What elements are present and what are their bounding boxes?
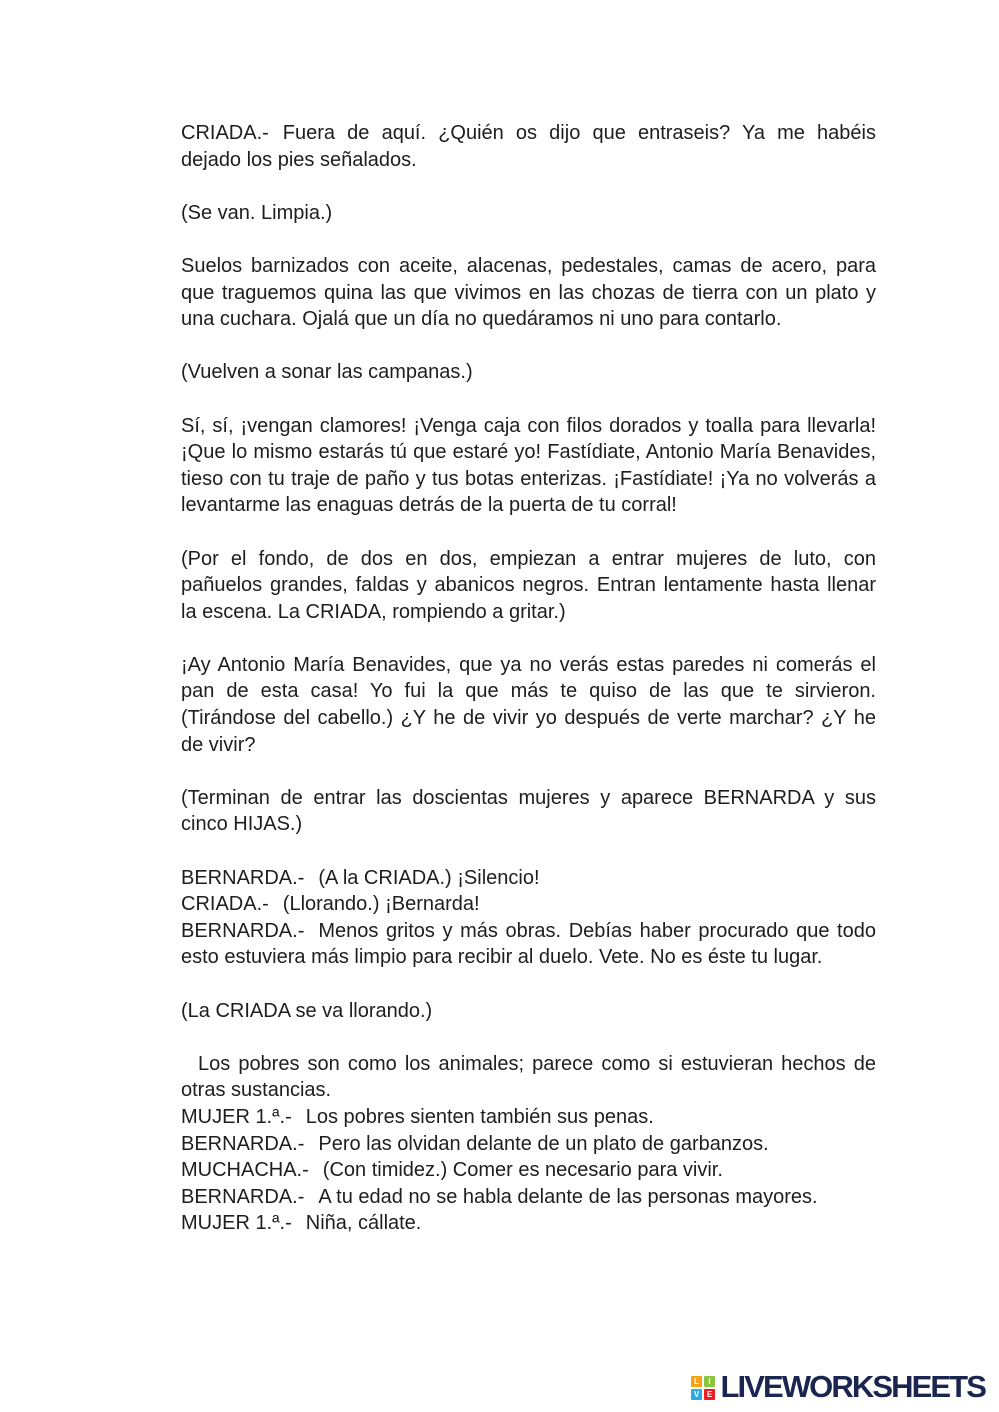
text-line: tieso con tu traje de paño y tus botas enterizas. ¡Fastídiate! ¡Ya no volverás a <box>181 467 876 490</box>
text-line: una cuchara. Ojalá que un día no quedáramos ni uno para contarlo. <box>181 308 782 331</box>
text-line: Sí, sí, ¡vengan clamores! ¡Venga caja con filos dorados y toalla para llevarla! <box>181 414 876 437</box>
stage-direction <box>181 546 876 626</box>
speech-text: A tu edad no se habla delante de las personas mayores. <box>318 1185 818 1208</box>
speaker-name: MUJER 1.ª.- <box>181 1105 292 1128</box>
dialogue-line <box>181 1210 876 1237</box>
text-line: (La CRIADA se va llorando.) <box>181 999 433 1022</box>
text-line: (Por el fondo, de dos en dos, empiezan a entrar mujeres de luto, con <box>181 547 876 570</box>
stage-direction <box>181 200 876 227</box>
speaker-name: MUCHACHA.- <box>181 1159 309 1182</box>
text-line <box>181 1104 876 1131</box>
speech-paragraph <box>181 253 876 333</box>
speech-text: Niña, cállate. <box>305 1212 422 1235</box>
text-line: Suelos barnizados con aceite, alacenas, pedestales, camas de acero, para <box>181 254 876 277</box>
text-line: otras sustancias. <box>181 1079 332 1102</box>
text-line: que traguemos quina las que vivimos en las chozas de tierra con un plato y <box>181 281 876 304</box>
text-line: (Se van. Limpia.) <box>181 201 333 224</box>
logo-tile: L <box>691 1376 702 1387</box>
speaker-name: BERNARDA.- <box>181 1185 305 1208</box>
speech-paragraph <box>181 1051 876 1104</box>
text-line <box>181 1184 876 1211</box>
text-line: (Terminan de entrar las doscientas mujeres y aparece BERNARDA y sus <box>181 786 876 809</box>
liveworksheets-wordmark[interactable]: LIVEWORKSHEETS <box>720 1369 985 1404</box>
dialogue-line <box>181 1104 876 1131</box>
text-line: ¡Que lo mismo estarás tú que estaré yo! Fastídiate, Antonio María Benavides, <box>181 441 876 464</box>
text-line <box>181 918 876 945</box>
speaker-name: BERNARDA.- <box>181 1132 305 1155</box>
speaker-name: CRIADA.- <box>181 122 269 144</box>
stage-direction <box>181 785 876 838</box>
script-document <box>181 120 876 1237</box>
dialogue-block <box>181 918 876 971</box>
logo-tile: V <box>691 1389 702 1400</box>
text-line: Los pobres son como los animales; parece como si estuvieran hechos de <box>198 1052 876 1075</box>
speaker-name: MUJER 1.ª.- <box>181 1212 292 1235</box>
speaker-name: CRIADA.- <box>181 893 269 916</box>
speech-text: Fuera de aquí. ¿Quién os dijo que entraseis? Ya me habéis <box>282 122 876 144</box>
text-line: cinco HIJAS.) <box>181 813 303 836</box>
stage-direction <box>181 998 876 1025</box>
speech-text: (A la CRIADA.) ¡Silencio! <box>318 866 540 889</box>
logo-tile: E <box>704 1389 715 1400</box>
speech-text: Menos gritos y más obras. Debías haber procurado que todo <box>318 919 876 942</box>
text-line <box>181 865 876 892</box>
speech-paragraph <box>181 413 876 519</box>
text-line <box>181 1157 876 1184</box>
speech-text: Los pobres sienten también sus penas. <box>305 1105 654 1128</box>
stage-direction <box>181 359 876 386</box>
logo-tile: I <box>704 1376 715 1387</box>
text-line <box>181 1131 876 1158</box>
text-line <box>181 891 876 918</box>
liveworksheets-logo-icon <box>691 1376 715 1400</box>
text-line: pan de esta casa! Yo fui la que más te quiso de las que te sirvieron. <box>181 680 876 703</box>
speech-paragraph <box>181 652 876 758</box>
dialogue-line <box>181 865 876 892</box>
dialogue-block <box>181 120 876 173</box>
dialogue-line <box>181 891 876 918</box>
dialogue-line <box>181 1157 876 1184</box>
text-line: (Vuelven a sonar las campanas.) <box>181 361 473 384</box>
speech-text: (Llorando.) ¡Bernarda! <box>282 893 480 916</box>
text-line: esto estuviera más limpio para recibir al duelo. Vete. No es éste tu lugar. <box>181 946 823 969</box>
text-line <box>181 1210 876 1237</box>
speaker-name: BERNARDA.- <box>181 866 305 889</box>
text-line: de vivir? <box>181 733 256 756</box>
speaker-name: BERNARDA.- <box>181 919 305 942</box>
speech-text: Pero las olvidan delante de un plato de garbanzos. <box>318 1132 769 1155</box>
dialogue-line <box>181 1131 876 1158</box>
text-line: la escena. La CRIADA, rompiendo a gritar.) <box>181 600 566 623</box>
speech-text: (Con timidez.) Comer es necesario para vivir. <box>322 1159 723 1182</box>
text-line: pañuelos grandes, faldas y abanicos negros. Entran lentamente hasta llenar <box>181 574 876 597</box>
dialogue-line <box>181 1184 876 1211</box>
text-line: levantarme las enaguas detrás de la puerta de tu corral! <box>181 494 677 517</box>
text-line: ¡Ay Antonio María Benavides, que ya no verás estas paredes ni comerás el <box>181 653 876 676</box>
text-line <box>181 120 876 147</box>
text-line: dejado los pies señalados. <box>181 148 417 171</box>
text-line: (Tirándose del cabello.) ¿Y he de vivir yo después de verte marchar? ¿Y he <box>181 707 876 730</box>
